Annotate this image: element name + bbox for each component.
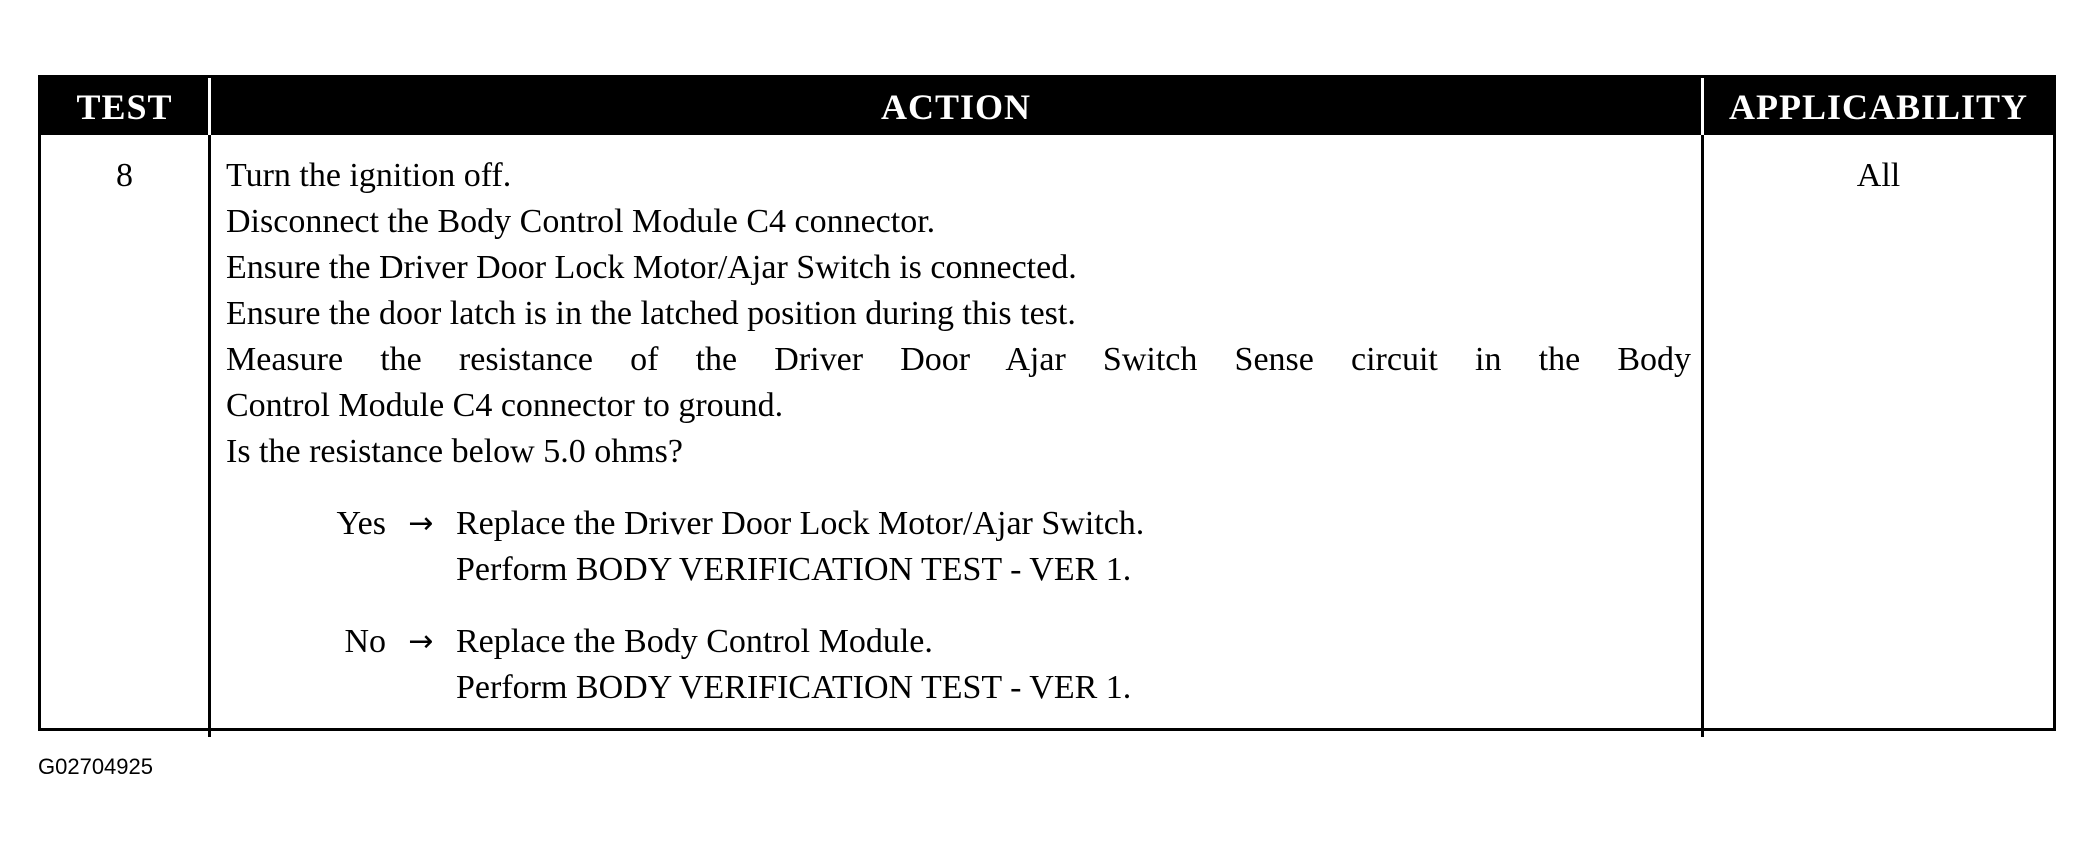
action-step: Is the resistance below 5.0 ohms? <box>226 433 683 470</box>
outcome-label: No <box>344 623 386 660</box>
test-number: 8 <box>41 135 211 737</box>
action-step: Turn the ignition off. <box>226 157 512 194</box>
header-applicability: APPLICABILITY <box>1704 78 2053 135</box>
action-step: Control Module C4 connector to ground. <box>226 387 784 424</box>
figure-id: G02704925 <box>38 754 153 779</box>
action-step: Ensure the door latch is in the latched position during this test. <box>226 295 1076 332</box>
arrow-right-icon: → <box>408 506 434 541</box>
outcome-label: Yes <box>336 505 386 542</box>
action-step: Ensure the Driver Door Lock Motor/Ajar Switch is connected. <box>226 249 1077 286</box>
outcome-text <box>456 619 1691 711</box>
outcome-no <box>226 619 1691 711</box>
arrow-right-icon: → <box>408 624 434 659</box>
header-action: ACTION <box>211 78 1704 135</box>
outcome-line: Perform BODY VERIFICATION TEST - VER 1. <box>456 551 1132 588</box>
applicability-value: All <box>1856 157 1901 194</box>
diagnostic-test-table <box>38 75 2056 731</box>
outcome-line: Replace the Body Control Module. <box>456 623 933 660</box>
action-step: Measure the resistance of the Driver Door Ajar Switch Sense circuit in the Body <box>226 341 1691 378</box>
action-cell <box>211 135 1704 737</box>
outcome-line: Replace the Driver Door Lock Motor/Ajar Switch. <box>456 505 1145 542</box>
action-step: Disconnect the Body Control Module C4 connector. <box>226 203 936 240</box>
header-test: TEST <box>41 78 211 135</box>
outcome-text <box>456 501 1691 593</box>
outcomes <box>226 501 1691 711</box>
outcome-line: Perform BODY VERIFICATION TEST - VER 1. <box>456 669 1132 706</box>
outcome-yes <box>226 501 1691 593</box>
